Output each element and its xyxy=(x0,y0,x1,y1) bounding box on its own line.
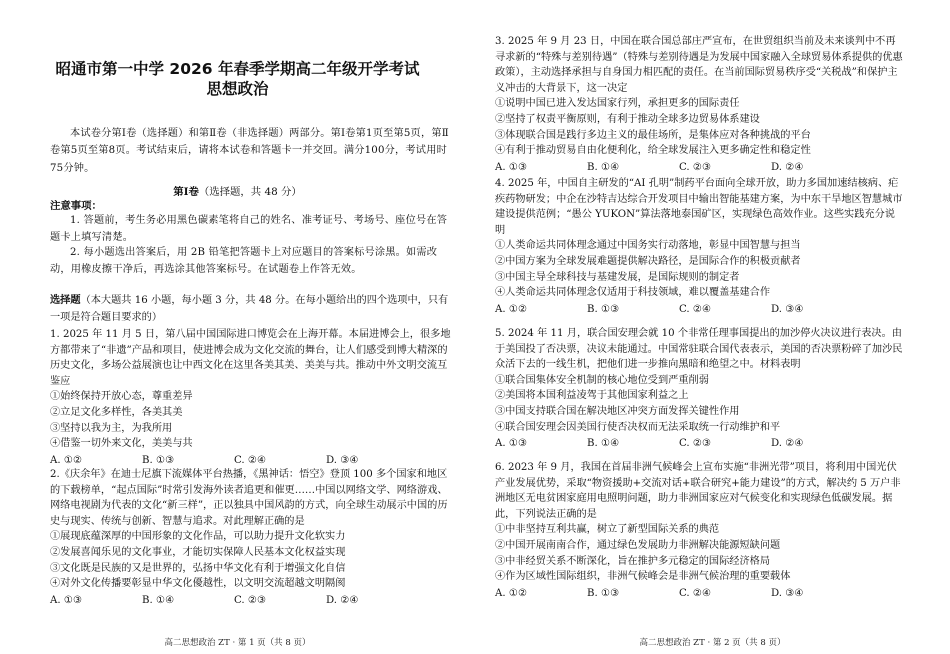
statement-3: ③中非经贸关系不断深化，旨在推护多元稳定的国际经济格局 xyxy=(495,555,771,567)
answer-choices xyxy=(50,593,455,609)
statement-4: ④有利于推动贸易自由化便利化，给全球发展注入更多确定性和稳定性 xyxy=(495,145,811,157)
question-4 xyxy=(495,176,905,317)
choice-b: B. ①③ xyxy=(142,454,175,466)
notice-heading: 注意事项： xyxy=(50,200,102,212)
answer-choices xyxy=(495,436,905,452)
statement-3: ③文化既是民族的又是世界的，弘扬中华文化有利于增强文化自信 xyxy=(50,562,346,574)
statement-4: ④联合国安理会因美国行使否决权而无法采取统一行动维护和平 xyxy=(495,421,781,433)
statement-2: ②立足文化多样性，各美其美 xyxy=(50,406,183,418)
statement-3: ③中国支持联合国在解决地区冲突方面发挥关键性作用 xyxy=(495,405,740,417)
statement-1: ①联合国集体安全机制的核心地位受到严重削弱 xyxy=(495,374,709,386)
choice-c: C. ②③ xyxy=(679,161,712,173)
choice-c: C. ②③ xyxy=(234,594,267,606)
section-title: 第Ⅰ卷 xyxy=(173,186,199,198)
statement-1: ①人类命运共同体理念通过中国务实行动落地，彰显中国智慧与担当 xyxy=(495,240,801,252)
question-stem: 5. 2024 年 11 月，联合国安理会就 10 个非常任理事国提出的加沙停火决议进行表决。由于美国投了否决票，决议未能通过。中国常驻联合国代表表示，美国的否决票粉碎了加沙民众活下去的一线生机，把他们进一步推向黑暗和绝望之中。材料表明 xyxy=(495,328,903,371)
statement-1: ①展现底蕴深厚的中国形象的文化作品，可以助力提升文化软实力 xyxy=(50,531,346,543)
choice-b: B. ①④ xyxy=(587,438,620,450)
statement-2: ②中国方案为全球发展难题提供解决路径，是国际合作的积极贡献者 xyxy=(495,255,801,267)
statement-1: ①说明中国已进入发达国家行列，承担更多的国际责任 xyxy=(495,98,740,110)
question-5 xyxy=(495,326,905,452)
statement-4: ④人类命运共同体理念仅适用于科技领域，难以覆盖基建合作 xyxy=(495,287,771,299)
choice-instructions xyxy=(50,292,455,326)
exam-subject: 思想政治 xyxy=(206,80,269,98)
choice-rules: （本大题共 16 小题，每小题 3 分，共 48 分。在每小题给出的四个选项中，只有一项是符合题目要求的） xyxy=(50,295,449,323)
statement-3: ③中国主导全球科技与基建发展，是国际规则的制定者 xyxy=(495,271,740,283)
choice-a: A. ①② xyxy=(495,587,528,599)
statement-4: ④借鉴一切外来文化，美美与共 xyxy=(50,438,193,450)
choice-c: C. ②③ xyxy=(679,438,712,450)
statement-2: ②中国开展南南合作，通过绿色发展助力非洲解决能源短缺问题 xyxy=(495,539,781,551)
choice-a: A. ①② xyxy=(50,454,83,466)
section-note: （选择题，共 48 分） xyxy=(198,186,302,198)
question-6 xyxy=(495,460,905,601)
question-stem: 4. 2025 年，中国自主研发的“AI 孔明”制药平台面向全球开放，助力多国加速结核病、疟疾药物研发；中企在沙特吉达综合开发项目中输出智能基建方案，为中东干旱地区智慧城市建设提供范例；“愚公 YUKON”算法落地泰国矿区，实现绿色高效作业。这些实践充分说明 xyxy=(495,178,903,236)
answer-choices xyxy=(495,160,905,176)
question-stem: 1. 2025 年 11 月 5 日，第八届中国国际进口博览会在上海开幕。本届进博会上，很多地方都带来了“非遗”产品和项目，使进博会成为文化交流的舞台，让人们感受到博大精深的历史文化，多场公益展演也让中西文化在这里各美其美、美美与共。推动中外文明交流互鉴应 xyxy=(50,329,451,387)
choice-d: D. ②④ xyxy=(326,594,359,606)
choice-a: A. ①③ xyxy=(495,438,528,450)
section-heading xyxy=(0,183,475,198)
choice-a: A. ①③ xyxy=(495,161,528,173)
page-footer: 高二思想政治 ZT · 第 1 页（共 8 页） xyxy=(164,638,311,648)
choice-d: D. ②④ xyxy=(771,438,804,450)
page-right xyxy=(475,0,950,654)
statement-3: ③坚持以我为主，为我所用 xyxy=(50,422,173,434)
statement-4: ④对外文化传播要彰显中华文化優越性，以文明交流超越文明隔阂 xyxy=(50,578,346,590)
choice-b: B. ①④ xyxy=(142,594,175,606)
statement-2: ②美国将本国利益凌驾于其他国家利益之上 xyxy=(495,390,689,402)
choice-d: D. ③④ xyxy=(771,303,804,315)
choice-b: B. ①③ xyxy=(587,303,620,315)
question-stem: 2.《庆余年》在迪士尼旗下流媒体平台热播，《黑神话：悟空》登顶 100 多个国家和地区的下载榜单，“起点国际”时常引发海外读者追更和催更……中国以网络文学、网络游戏、网络电视剧为代表的文化“新三样”，正以独具中国风韵的方式，向全球生动展示中国的历史与现实、传统与创新、智慧与追求。对此理解正确的是 xyxy=(50,469,448,527)
choice-c: C. ②④ xyxy=(679,303,712,315)
choice-d: D. ③④ xyxy=(771,587,804,599)
choice-b: B. ①④ xyxy=(587,161,620,173)
question-1 xyxy=(50,327,455,468)
choice-c: C. ②④ xyxy=(234,454,267,466)
statement-4: ④作为区域性国际组织，非洲气候峰会是非洲气候治理的重要载体 xyxy=(495,571,791,583)
question-stem: 3. 2025 年 9 月 23 日，中国在联合国总部庄严宣布，在世贸组织当前及未来谈判中不再寻求新的“特殊与差别待遇”（特殊与差别待遇是为发展中国家融入全球贸易体系提供的优惠政策），主动选择承担与自身国力相匹配的责任。在当前国际贸易秩序受“关税战”和保护主义冲击的大背景下，这一决定 xyxy=(495,36,903,94)
choice-a: A. ①② xyxy=(495,303,528,315)
choice-d: D. ③④ xyxy=(326,454,359,466)
choice-a: A. ①③ xyxy=(50,594,83,606)
answer-choices xyxy=(495,586,905,602)
exam-intro: 本试卷分第Ⅰ卷（选择题）和第Ⅱ卷（非选择题）两部分。第Ⅰ卷第1页至第5页，第Ⅱ卷第5页至第8页。考试结束后，请将本试卷和答题卡一并交回。满分100分，考试用时75分钟。 xyxy=(50,128,449,174)
choice-b: B. ①③ xyxy=(587,587,620,599)
statement-2: ②发展喜闻乐见的文化事业，才能切实保障人民基本文化权益实现 xyxy=(50,546,346,558)
choice-c: C. ②④ xyxy=(679,587,712,599)
question-2 xyxy=(50,467,455,608)
exam-title: 昭通市第一中学 2026 年春季学期高二年级开学考试 xyxy=(55,60,420,78)
notice-item-1: 1. 答题前，考生务必用黑色碳素笔将自己的姓名、准考证号、考场号、座位号在答题卡上填写清楚。 xyxy=(50,215,448,244)
statement-1: ①中非坚持互利共赢，树立了新型国际关系的典范 xyxy=(495,524,720,536)
choice-d: D. ②④ xyxy=(771,161,804,173)
page-footer: 高二思想政治 ZT · 第 2 页（共 8 页） xyxy=(639,638,786,648)
answer-choices xyxy=(50,453,455,469)
answer-choices xyxy=(495,302,905,318)
statement-1: ①始终保持开放心态，尊重差异 xyxy=(50,391,193,403)
statement-2: ②坚持了权责平衡原则，有利于推动全球多边贸易体系建设 xyxy=(495,113,760,125)
question-stem: 6. 2023 年 9 月，我国在首届非洲气候峰会上宣布实施“非洲光带”项目，将利用中国光伏产业发展优势，采取“物资援助+交流对话+联合研究+能力建设”的方式，解决约 5 万户非洲地区无电贫困家庭用电照明问题，助力非洲国家应对气候变化和实现绿色低碳发展。据此，下列说法正确的是 xyxy=(495,462,901,520)
choice-label: 选择题 xyxy=(50,294,81,306)
statement-3: ③体现联合国是践行多边主义的最佳场所，是集体应对各种挑战的平台 xyxy=(495,129,811,141)
notice-item-2: 2. 每小题选出答案后，用 2B 铅笔把答题卡上对应题目的答案标号涂黑。如需改动，用橡皮擦干净后，再选涂其他答案标号。在试题卷上作答无效。 xyxy=(50,247,438,276)
question-3 xyxy=(495,34,905,175)
